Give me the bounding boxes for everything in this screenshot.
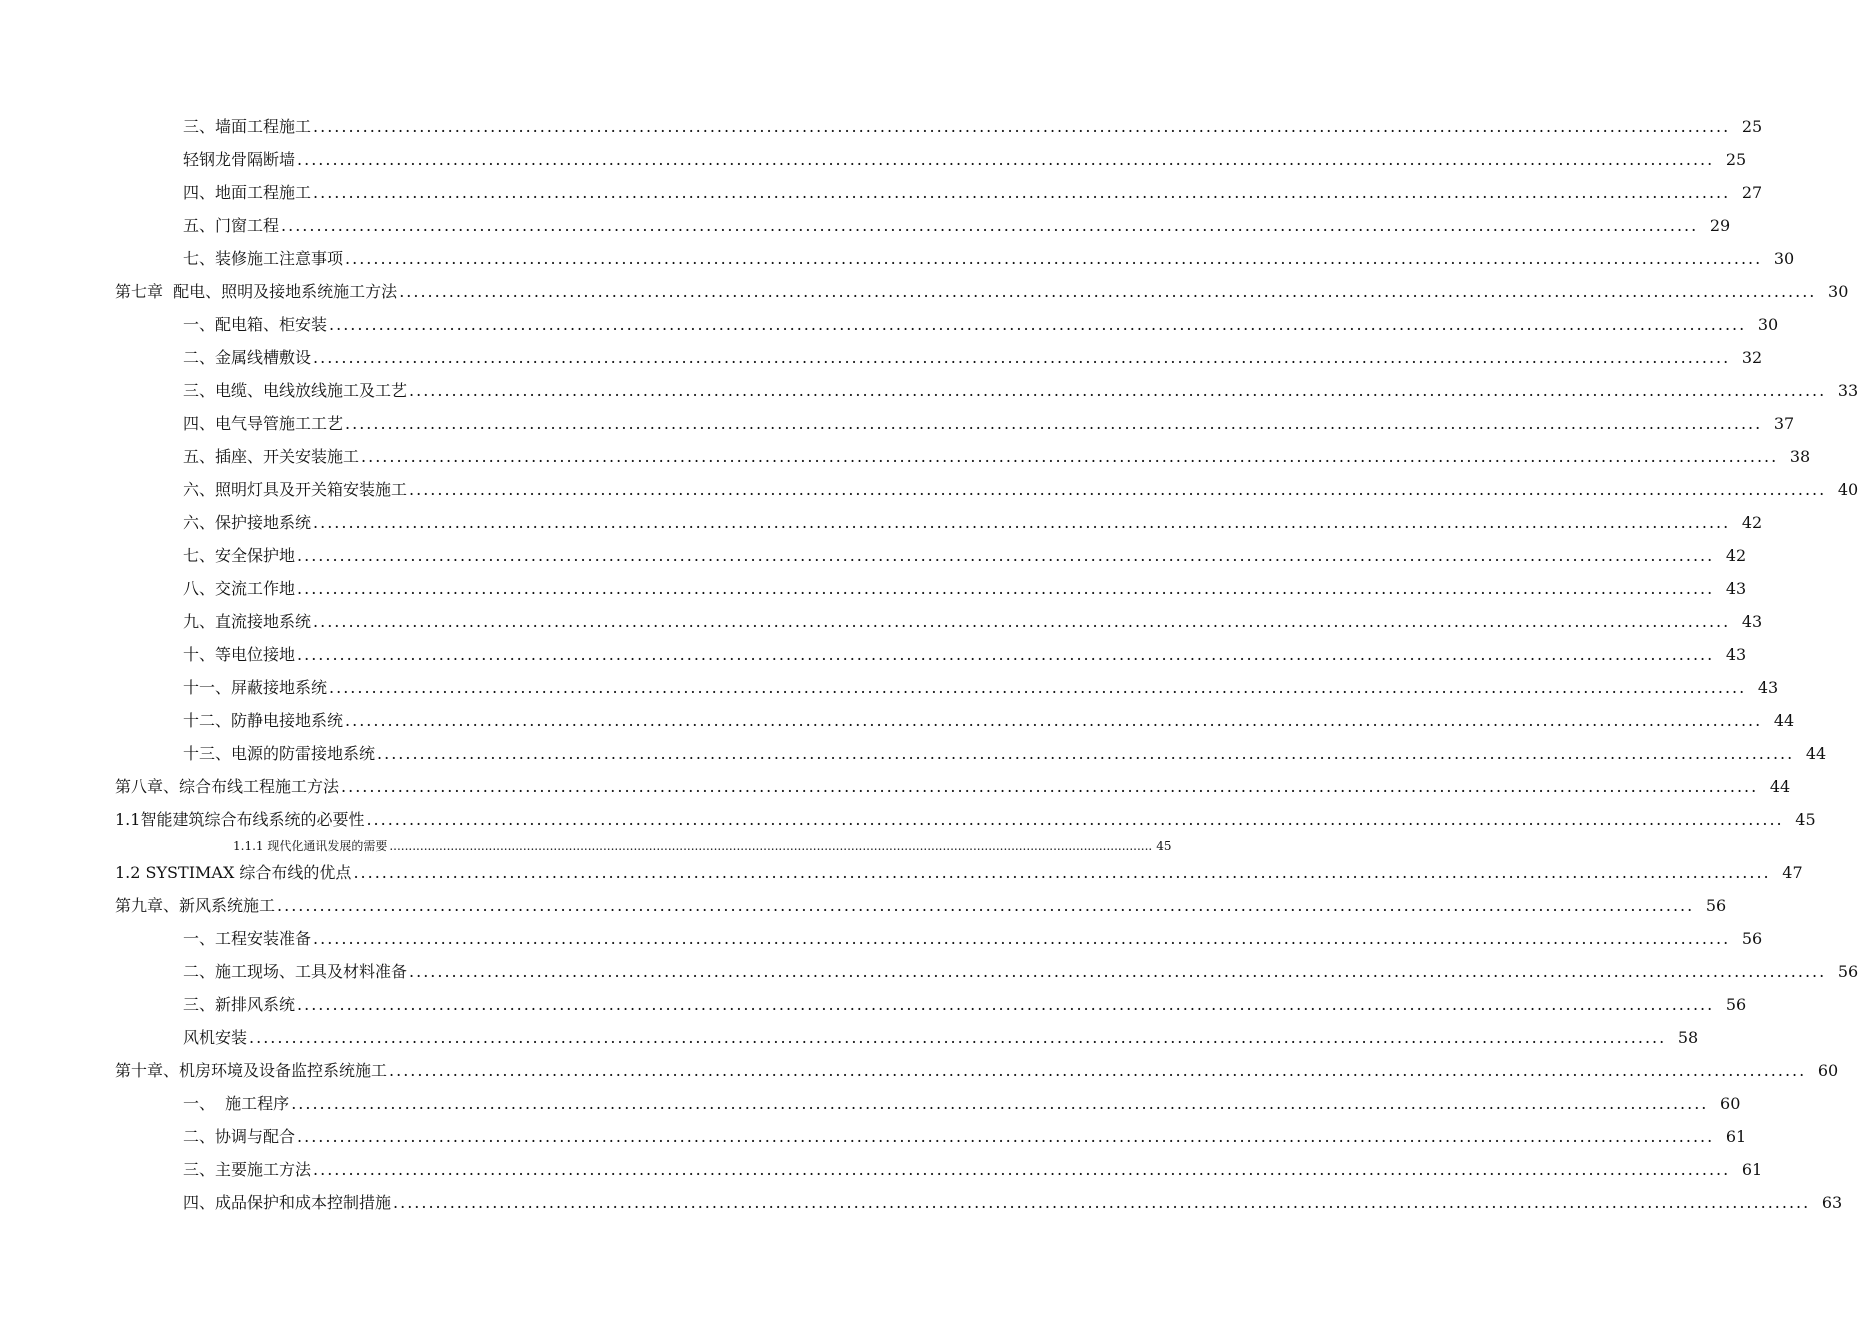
toc-dot-leader: ........................................................................................................................................................................................................	[345, 711, 1763, 730]
toc-dot-leader: ........................................................................................................................................................................................................	[377, 744, 1795, 763]
toc-entry[interactable]	[0, 374, 1858, 407]
toc-entry-label: 十三、电源的防雷接地系统	[183, 744, 376, 763]
toc-dot-leader: ........................................................................................................................................................................................................	[297, 546, 1715, 565]
toc-entry[interactable]	[0, 308, 1779, 341]
toc-page-number: 30	[1757, 315, 1779, 334]
toc-entry[interactable]	[0, 242, 1795, 275]
toc-entry-label: 一、 施工程序	[183, 1094, 290, 1113]
toc-entry-label: 十一、屏蔽接地系统	[183, 678, 328, 697]
toc-entry[interactable]	[0, 1153, 1763, 1186]
toc-page-number: 32	[1741, 348, 1763, 367]
toc-page-number: 30	[1773, 249, 1795, 268]
toc-entry[interactable]	[0, 143, 1747, 176]
toc-entry[interactable]	[0, 638, 1747, 671]
toc-page-number: 47	[1782, 863, 1803, 882]
toc-page-number: 30	[1828, 282, 1849, 301]
toc-entry-label: 八、交流工作地	[183, 579, 296, 598]
toc-page-number: 43	[1725, 579, 1747, 598]
toc-dot-leader: ........................................................................................................................................................................................................	[361, 447, 1779, 466]
toc-page-number: 37	[1773, 414, 1795, 433]
toc-dot-leader: ........................................................................................................................................................................................................	[313, 612, 1731, 631]
toc-page-number: 45	[1795, 810, 1816, 829]
toc-dot-leader: ........................................................................................................................................................................................................	[291, 1094, 1709, 1113]
toc-page-number: 43	[1757, 678, 1779, 697]
toc-dot-leader: ........................................................................................................................................................................................................	[409, 381, 1827, 400]
toc-dot-leader: ........................................................................................................................................................................................................	[353, 863, 1771, 882]
toc-page-number: 45	[1156, 839, 1172, 853]
toc-dot-leader: ........................................................................................................................................................................................................	[329, 678, 1747, 697]
toc-entry-label: 二、金属线槽敷设	[183, 348, 312, 367]
toc-entry[interactable]	[0, 955, 1858, 988]
toc-page-number: 25	[1741, 117, 1763, 136]
toc-entry-label: 第十章、机房环境及设备监控系统施工	[115, 1061, 388, 1080]
toc-page-number: 43	[1725, 645, 1747, 664]
toc-entry-label: 四、电气导管施工工艺	[183, 414, 344, 433]
toc-entry-label: 一、工程安装准备	[183, 929, 312, 948]
table-of-contents	[0, 110, 1858, 1219]
toc-dot-leader: ........................................................................................................................................................................................................	[313, 117, 1731, 136]
toc-entry-label: 六、照明灯具及开关箱安装施工	[183, 480, 408, 499]
toc-dot-leader: ........................................................................................................................................................................................................	[345, 414, 1763, 433]
toc-page-number: 60	[1720, 1094, 1741, 1113]
toc-dot-leader: ........................................................................................................................................................................................................	[399, 282, 1817, 301]
toc-entry[interactable]	[0, 988, 1747, 1021]
toc-page-number: 29	[1709, 216, 1731, 235]
toc-entry-label: 第七章 配电、照明及接地系统施工方法	[115, 282, 398, 301]
toc-entry[interactable]	[0, 473, 1858, 506]
toc-dot-leader: ........................................................................................................................................................................................................	[297, 1127, 1715, 1146]
toc-entry-label: 风机安装	[183, 1028, 248, 1047]
toc-entry[interactable]	[0, 539, 1747, 572]
toc-entry[interactable]	[0, 407, 1795, 440]
toc-page-number: 56	[1705, 896, 1727, 915]
toc-entry[interactable]	[0, 605, 1763, 638]
toc-dot-leader: ........................................................................................................................................................................................................	[393, 1193, 1811, 1212]
toc-dot-leader: ........................................................................................................................................................................................................	[409, 480, 1827, 499]
toc-entry[interactable]	[0, 922, 1763, 955]
toc-dot-leader: ........................................................................................................................................................................................................	[329, 315, 1747, 334]
toc-page-number: 61	[1741, 1160, 1763, 1179]
toc-dot-leader: ........................................................................................................................................................................................................	[297, 995, 1715, 1014]
toc-dot-leader: ........................................................................................................................................................................................................	[341, 777, 1759, 796]
toc-dot-leader: ........................................................................................................................................................................................................	[313, 929, 1731, 948]
toc-page-number: 60	[1817, 1061, 1839, 1080]
toc-page-number: 43	[1741, 612, 1763, 631]
toc-entry-label: 九、直流接地系统	[183, 612, 312, 631]
toc-dot-leader: ........................................................................................................................................................................................................	[313, 348, 1731, 367]
toc-dot-leader: ........................................................................................................................................................................................................	[281, 216, 1699, 235]
toc-entry-label: 五、门窗工程	[183, 216, 280, 235]
toc-entry-label: 七、装修施工注意事项	[183, 249, 344, 268]
toc-entry-label: 十、等电位接地	[183, 645, 296, 664]
toc-entry-label: 十二、防静电接地系统	[183, 711, 344, 730]
toc-entry[interactable]	[0, 856, 1803, 889]
toc-entry[interactable]	[0, 440, 1811, 473]
toc-entry[interactable]	[0, 1087, 1741, 1120]
toc-page-number: 58	[1677, 1028, 1699, 1047]
toc-entry[interactable]	[0, 1054, 1839, 1087]
toc-entry-label: 三、墙面工程施工	[183, 117, 312, 136]
toc-dot-leader: ........................................................................................................................................................................................................	[389, 1061, 1807, 1080]
toc-page-number: 44	[1769, 777, 1791, 796]
toc-page-number: 44	[1805, 744, 1827, 763]
toc-entry[interactable]	[0, 275, 1849, 308]
toc-dot-leader: ........................................................................................................................................................................................................	[313, 183, 1731, 202]
toc-entry-label: 一、配电箱、柜安装	[183, 315, 328, 334]
toc-page-number: 38	[1789, 447, 1811, 466]
toc-page-number: 27	[1741, 183, 1763, 202]
toc-entry[interactable]	[0, 209, 1731, 242]
toc-entry[interactable]	[0, 341, 1763, 374]
toc-entry-label: 1.1.1 现代化通讯发展的需要	[233, 839, 388, 853]
toc-dot-leader: ........................................................................................................................................................................................................	[297, 579, 1715, 598]
toc-entry[interactable]	[0, 803, 1816, 836]
toc-dot-leader: ........................................................................................................................................................................................................	[297, 150, 1715, 169]
toc-entry-label: 1.1智能建筑综合布线系统的必要性	[115, 810, 365, 829]
toc-page-number: 63	[1821, 1193, 1843, 1212]
toc-entry-label: 轻钢龙骨隔断墙	[183, 150, 296, 169]
toc-entry-label: 七、安全保护地	[183, 546, 296, 565]
toc-page-number: 33	[1837, 381, 1858, 400]
toc-entry-label: 二、施工现场、工具及材料准备	[183, 962, 408, 981]
toc-dot-leader: ........................................................................................................................................................................................................	[345, 249, 1763, 268]
toc-page-number: 40	[1837, 480, 1858, 499]
toc-dot-leader: ........................................................................................................................................................................................................	[313, 1160, 1731, 1179]
toc-entry-label: 三、新排风系统	[183, 995, 296, 1014]
toc-page-number: 56	[1741, 929, 1763, 948]
toc-dot-leader: ........................................................................................................................................................................................................	[297, 645, 1715, 664]
toc-entry[interactable]	[0, 836, 1172, 856]
toc-entry[interactable]	[0, 1120, 1747, 1153]
toc-entry[interactable]	[0, 770, 1791, 803]
toc-entry[interactable]	[0, 572, 1747, 605]
toc-dot-leader: ........................................................................................................................................................................................................	[313, 513, 1731, 532]
toc-dot-leader: ........................................................................................................................................................................................................	[409, 962, 1827, 981]
toc-entry-label: 四、地面工程施工	[183, 183, 312, 202]
toc-entry[interactable]	[0, 737, 1827, 770]
toc-entry-label: 第九章、新风系统施工	[115, 896, 276, 915]
toc-page-number: 56	[1837, 962, 1858, 981]
toc-entry-label: 三、主要施工方法	[183, 1160, 312, 1179]
toc-entry[interactable]	[0, 704, 1795, 737]
toc-page-number: 61	[1725, 1127, 1747, 1146]
toc-page-number: 42	[1741, 513, 1763, 532]
toc-dot-leader: ........................................................................................................................................................................................................	[389, 839, 1153, 853]
toc-dot-leader: ........................................................................................................................................................................................................	[277, 896, 1695, 915]
toc-entry[interactable]	[0, 176, 1763, 209]
toc-entry[interactable]	[0, 1021, 1699, 1054]
toc-page-number: 56	[1725, 995, 1747, 1014]
toc-entry[interactable]	[0, 110, 1763, 143]
toc-entry[interactable]	[0, 1186, 1843, 1219]
toc-dot-leader: ........................................................................................................................................................................................................	[249, 1028, 1667, 1047]
toc-dot-leader: ........................................................................................................................................................................................................	[366, 810, 1784, 829]
toc-page-number: 25	[1725, 150, 1747, 169]
toc-page-number: 44	[1773, 711, 1795, 730]
toc-entry-label: 五、插座、开关安装施工	[183, 447, 360, 466]
toc-entry-label: 第八章、综合布线工程施工方法	[115, 777, 340, 796]
toc-entry[interactable]	[0, 889, 1727, 922]
toc-entry-label: 六、保护接地系统	[183, 513, 312, 532]
toc-entry-label: 二、协调与配合	[183, 1127, 296, 1146]
toc-entry-label: 四、成品保护和成本控制措施	[183, 1193, 392, 1212]
toc-entry-label: 1.2 SYSTIMAX 综合布线的优点	[115, 863, 352, 882]
toc-entry[interactable]	[0, 506, 1763, 539]
toc-entry-label: 三、电缆、电线放线施工及工艺	[183, 381, 408, 400]
toc-page-number: 42	[1725, 546, 1747, 565]
toc-entry[interactable]	[0, 671, 1779, 704]
